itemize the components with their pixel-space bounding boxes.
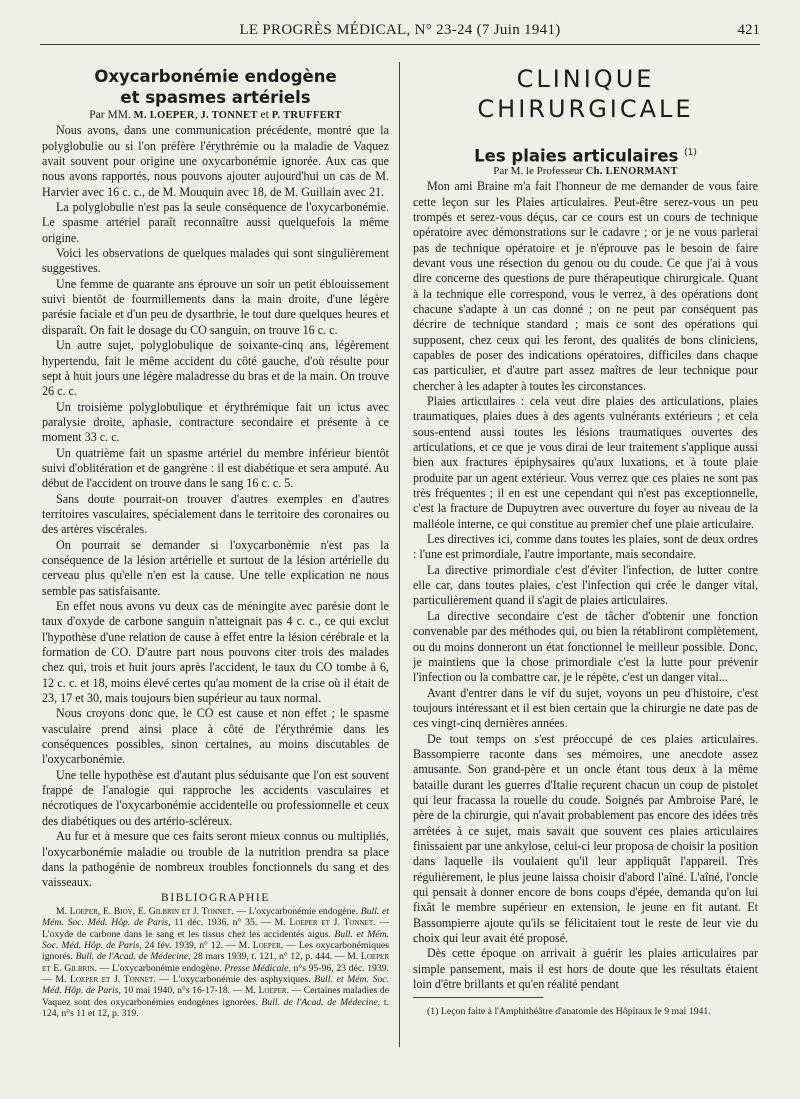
- authors-and: et: [260, 109, 269, 121]
- paragraph: La directive secondaire c'est de tâcher d'obtenir une fonction convenable par des méthodes qui, ou bien la rétabliront complètement, ou du moins donneront un état fonctionnel le meilleur possible. Donc, je maintiens que la chose primordiale c'est la lutte pour prévenir l'infection ou la combattre car, je le répète, c'est un danger vital...: [413, 608, 758, 685]
- paragraph: En effet nous avons vu deux cas de méningite avec parésie dont le taux d'oxyde de carbone sanguin n'atteignait pas 4 c. c., ce qui exclut l'hypothèse d'une relation de cause à effet entre la lésion cérébrale et la formation de CO. D'autre part nous pouvons citer trois des malades chez qui, trois et huit jours après l'accident, le taux du CO tombe à 6, 12 c. c. et 18, moins élevé certes qu'au moment de la crise où il était de 23, 17 et 30, mais toujours bien supérieur au taux normal.: [42, 599, 389, 706]
- paragraph: Avant d'entrer dans le vif du sujet, voyons un peu d'histoire, c'est toujours intéressant et il est bien certain que la chirurgie ne date pas de ces vingt-cinq dernières années.: [413, 685, 758, 731]
- biblio-authors: M. Loeper et E. Gilbrin.: [42, 951, 390, 974]
- paragraph: Plaies articulaires : cela veut dire plaies des articulations, plaies traumatiques, plaies dues à des agents vulnérants extérieurs ; et cela sous-entend aussi toutes les lésions traumatiques ouvertes des articulations, et ce que je vous dirai de leur traitement s'applique aussi bien aux fractures épiphysaires qu'aux luxations, et à toute plaie produite par un agent extérieur. Vous verrez que ces plaies ne sont pas très fréquentes ; il en est une cependant qui n'est pas exceptionnelle, c'est la fracture de Dupuytren avec ouverture du foyer au niveau de la malléole interne, ce qui constitue au premier chef une plaie articulaire.: [413, 394, 758, 531]
- paragraph: Mon ami Braine m'a fait l'honneur de me demander de vous faire cette leçon sur les Plaies articulaires. Peut-être serez-vous un peu trompés et serez-vous déçus, car ce cours est un cours de technique opératoire avec démonstrations sur le cadavre ; or je ne vous parlerai pas de technique opératoire et je n'éprouve pas le besoin de faire devant vous une résection du genou ou du coude. Ce que j'ai à vous dire concerne des questions de pure thérapeutique chirurgicale. Quant à la technique elle correspond, vous le verrez, à des opérations dont chacune s'adapte à un cas donné ; on ne peut par conséquent pas décrire de technique standard ; mais ce sont des opérations qui supposent, chez ceux qui les feront, des qualités de bons cliniciens, capables de poser des indications opératoires, difficiles dans chaque cas particulier, et d'autre part assez maîtres de leur technique pour chercher à les adapter à toutes les circonstances.: [413, 179, 758, 393]
- biblio-text: — L'oxycarbonémie endogène.: [96, 962, 225, 974]
- footnote-marker: (1): [684, 148, 697, 158]
- paragraph: Nous croyons donc que, le CO est cause et non effet ; le spasme vasculaire prend ainsi place à côté de l'érythrémie dans les conséquences possibles, sinon certaines, au moins discutables de l'oxycarbonémie.: [42, 706, 389, 767]
- running-title: LE PROGRÈS MÉDICAL, N° 23-24 (7 Juin 1941): [239, 22, 561, 38]
- biblio-text: — L'oxycarbonémie des asphyxiques.: [155, 973, 315, 985]
- byline-prefix: Par M. le Professeur: [493, 164, 584, 177]
- bibliography-text: [42, 906, 389, 1019]
- biblio-text: 28 mars 1939, t. 121, n° 12, p. 444. —: [190, 951, 348, 963]
- biblio-authors: M. Loeper.: [238, 939, 284, 951]
- article-title-text: Les plaies articulaires: [474, 146, 679, 166]
- biblio-text: — Certaines maladies de Vaquez sont des oxycarbonémies endogènes ignorées.: [42, 985, 389, 1008]
- footnote-rule: [413, 997, 543, 998]
- biblio-authors: M. Loeper et J. Tonnet.: [55, 973, 156, 985]
- biblio-journal: Presse Médicale,: [224, 962, 291, 974]
- paragraph: On pourrait se demander si l'oxycarbonémie n'est pas la conséquence de la lésion artérielle et surtout de la lésion artérielle du cerveau plus qu'elle n'en est la cause. Une telle explication ne nous semble pas satisfaisante.: [42, 537, 389, 598]
- paragraph: Un troisième polyglobulique et érythrémique fait un ictus avec paralysie droite, aphasie, contracture secondaire et présente à ce moment 33 c. c.: [42, 399, 389, 445]
- footnote: (1) Leçon faite à l'Amphithéâtre d'anatomie des Hôpitaux le 9 mai 1941.: [427, 1006, 711, 1018]
- column-divider: [399, 62, 400, 1047]
- author-name: M. LOEPER: [133, 110, 195, 121]
- biblio-authors: M. Loeper, E. Bioy, E. Gilbrin et J. Tonnet.: [56, 905, 234, 917]
- paragraph: La polyglobulie n'est pas la seule conséquence de l'oxycarbonémie. Le spasme artériel paraît reconnaître aussi quelquefois la même origine.: [42, 200, 389, 245]
- right-column: [413, 66, 758, 1018]
- paragraph: Un quatrième fait un spasme artériel du membre inférieur bientôt suivi d'oblitération et de gangrène : il est diabétique et sera amputé. Au début de l'accident on trouve dans le sang 16 c. c. 5.: [42, 445, 389, 491]
- paragraph: Les directives ici, comme dans toutes les plaies, sont de deux ordres : l'une est primordiale, l'autre importante, mais secondaire.: [413, 532, 758, 562]
- biblio-journal: Bull. de l'Acad. de Médecine,: [75, 951, 191, 963]
- page-number: 421: [737, 22, 760, 38]
- paragraph: Voici les observations de quelques malades qui sont singulièrement suggestives.: [42, 246, 389, 276]
- bibliography-heading: BIBLIOGRAPHIE: [161, 891, 270, 904]
- biblio-text: t. 124, n°s 11 et 12, p. 319.: [42, 996, 389, 1019]
- paragraph: La directive primordiale c'est d'éviter l'infection, de lutter contre elle car, dans toutes plaies, c'est l'infection qui crée le danger vital, particulièrement quand il s'agit de plaies articulaires.: [413, 562, 758, 608]
- article-authors: Par MM. M. LOEPER, J. TONNET et P. TRUFFERT: [89, 109, 342, 121]
- paragraph: Nous avons, dans une communication précédente, montré que la polyglobulie ou si l'on préfère l'érythrémie ou la maladie de Vaquez avait souvent pour origine une oxycarbonémie ignorée. Aux cas que nous avons rapportés, nous pouvons ajouter aujourd'hui un cas de M. Harvier avec 16 c. c., de M. Mouquin avec 18, de M. Guillain avec 21.: [42, 123, 389, 199]
- paragraph: De tout temps on s'est préoccupé de ces plaies articulaires. Bassompierre raconte dans ses mémoires, une anecdote assez amusante. Son grand-père et un oncle étant tous deux à la même bataille durant les guerres d'Italie reçurent chacun un coup de pistolet qui leur fracassa la rouelle du coude. Soignés par Ambroise Paré, le père de la chirurgie, qui n'avait probablement pas encore des idées très arrêtées à ce sujet, mais savait que souvent ces plaies articulaires finissaient par une ankylose, celui-ci leur proposa de choisir la position dans laquelle ils voulaient qu'il leur appliquât l'appareil. Très régulièrement, le plus jeune laissa choisir d'abord l'aîné. L'aîné, l'oncle qui pensait à donner encore de bons coups d'épée, demanda qu'on lui fixât le membre supérieur en extension, le jeune en fit autant. Et Bassompierre ajoute qu'ils se félicitaient tout le reste de leur vie du choix qui leur avait été proposé.: [413, 731, 758, 946]
- biblio-text: 10 mai 1940, n°s 16-17-18. —: [120, 985, 245, 997]
- paragraph: Un autre sujet, polyglobulique de soixante-cinq ans, légèrement hypertendu, fait le même accident du côté gauche, d'où résulte pour sept à huit jours une légère maladresse du bras et de la main. On trouve 26 c. c.: [42, 338, 389, 399]
- article-title-line-1: Oxycarbonémie endogène: [94, 67, 337, 86]
- biblio-journal: Bull. de l'Acad. de Médecine,: [261, 996, 381, 1008]
- biblio-text: n°s 95-96, 23 déc. 1939. —: [42, 962, 389, 985]
- paragraph: Dès cette époque on arrivait à guérir les plaies articulaires par simple pansement, mais il est hors de doute que les résultats étaient loin d'être brillants et qu'en réalité pendant: [413, 946, 758, 992]
- biblio-journal: Bull. et Mém. Soc. Méd. Hôp. de Paris,: [42, 928, 389, 951]
- author-name: Ch. LENORMANT: [585, 165, 678, 177]
- article-byline: [413, 164, 758, 179]
- left-column: [42, 66, 389, 1019]
- biblio-authors: M. Loeper et J. Tonnet.: [274, 917, 376, 929]
- biblio-journal: Bull. et Mém. Soc. Méd. Hôp. de Paris,: [42, 973, 390, 997]
- biblio-text: — Les oxycarbonémiques ignorés.: [42, 939, 389, 963]
- biblio-authors: M. Loeper.: [244, 985, 289, 997]
- paragraph: Au fur et à mesure que ces faits seront mieux connus ou multipliés, l'oxycarbonémie maladie ou trouble de la nutrition prendra sa place dans la pathogénie de nombreux troubles fonctionnels du sang et des vaisseaux.: [42, 829, 389, 890]
- page-header: [40, 18, 760, 45]
- biblio-text: — L'oxycarbonémie endogène.: [233, 905, 361, 917]
- author-name: J. TONNET: [200, 110, 258, 121]
- biblio-text: 24 fév. 1939, n° 12. —: [141, 939, 239, 951]
- article-title: [42, 66, 389, 108]
- authors-prefix: Par MM.: [89, 109, 131, 121]
- author-name: P. TRUFFERT: [271, 110, 342, 121]
- paragraph: Une telle hypothèse est d'autant plus séduisante que l'on est souvent frappé de l'analogie qui rapproche les accidents vasculaires et nécrotiques de l'oxycarbonémie accidentelle ou professionnelle et ceux des diabétiques ou des artério-scléreux.: [42, 767, 389, 828]
- biblio-text: 11 déc. 1936, n° 35. —: [170, 917, 275, 929]
- article-title-line-2: et spasmes artériels: [120, 88, 311, 107]
- paragraph: Sans doute pourrait-on trouver d'autres exemples en d'autres territoires vasculaires, spécialement dans le territoire des coronaires ou des artères viscérales.: [42, 491, 389, 537]
- paragraph: Une femme de quarante ans éprouve un soir un petit éblouissement suivi bientôt de fourmillements dans la main droite, d'une légère parésie faciale et d'un peu de dysarthrie, le tout dure quelques heures et disparaît. On fait le dosage du CO sanguin, on trouve 16 c. c.: [42, 276, 389, 337]
- section-rubric: CLINIQUE CHIRURGICALE: [477, 65, 694, 123]
- biblio-text: — L'oxyde de carbone dans le sang et les tissus chez les accidentés aigus.: [42, 917, 389, 940]
- article-title: [413, 146, 758, 164]
- biblio-journal: Bull. et Mém. Soc. Méd. Hôp. de Paris,: [42, 905, 389, 929]
